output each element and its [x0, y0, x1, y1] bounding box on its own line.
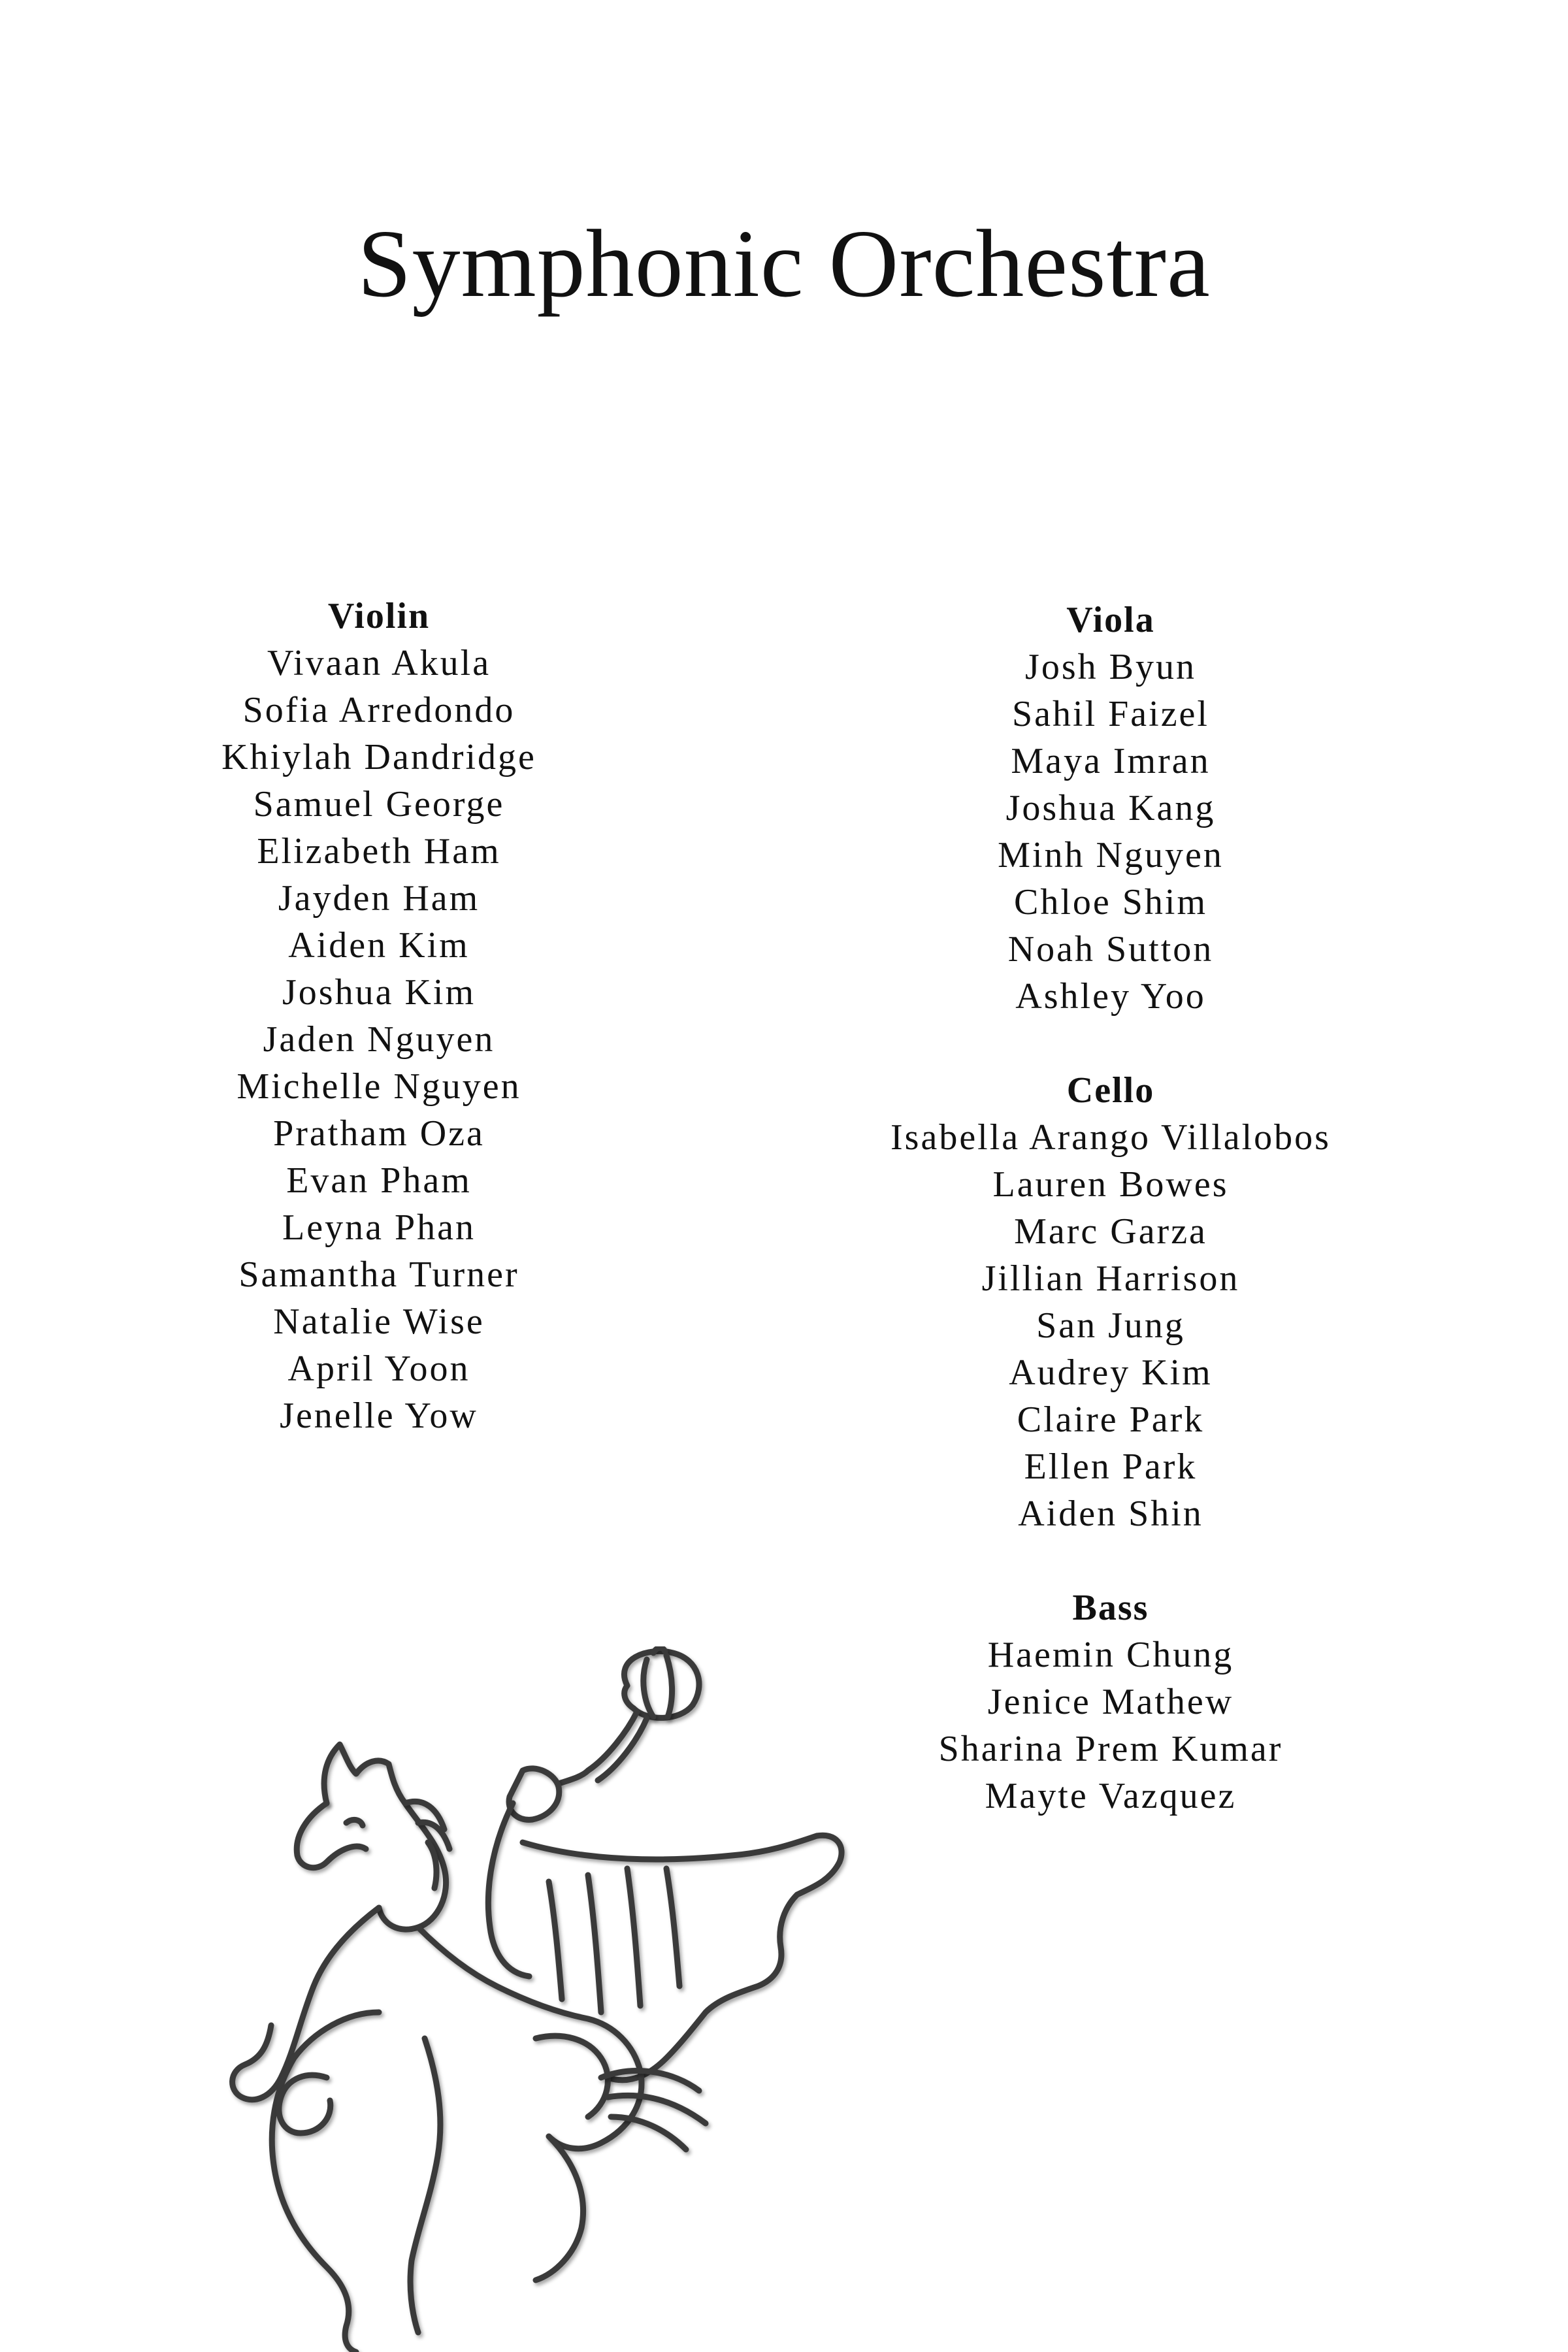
member-name: Marc Garza — [1014, 1211, 1207, 1252]
member-name: Sofia Arredondo — [242, 690, 515, 730]
cello-section — [817, 1067, 1405, 1537]
member-name: Elizabeth Ham — [257, 831, 501, 872]
section-heading: Viola — [1066, 600, 1155, 640]
member-name: Pratham Oza — [273, 1113, 485, 1154]
violin-section — [150, 593, 608, 1439]
viola-section — [817, 596, 1405, 1020]
section-heading: Bass — [1072, 1588, 1149, 1628]
member-list — [150, 640, 608, 1439]
headless-horseman-icon — [131, 1646, 980, 2352]
member-name: Ashley Yoo — [1015, 976, 1206, 1017]
member-name: Lauren Bowes — [992, 1164, 1229, 1205]
member-name: Chloe Shim — [1013, 882, 1208, 923]
member-name: Maya Imran — [1011, 741, 1211, 781]
member-name: Joshua Kang — [1005, 788, 1216, 828]
member-name: Isabella Arango Villalobos — [890, 1117, 1331, 1158]
member-name: Samantha Turner — [238, 1254, 519, 1295]
member-name: Natalie Wise — [273, 1301, 485, 1342]
section-heading: Violin — [327, 596, 431, 636]
member-name: Claire Park — [1017, 1399, 1205, 1440]
member-name: Evan Pham — [286, 1160, 472, 1201]
member-name: Aiden Shin — [1018, 1494, 1203, 1534]
member-name: Sharina Prem Kumar — [938, 1729, 1283, 1769]
member-name: Khiylah Dandridge — [221, 737, 536, 777]
section-heading: Cello — [1066, 1070, 1155, 1111]
member-name: Jillian Harrison — [981, 1258, 1240, 1299]
member-name: Samuel George — [253, 784, 505, 825]
member-list — [817, 644, 1405, 1020]
member-name: Jaden Nguyen — [263, 1019, 495, 1060]
member-name: San Jung — [1036, 1305, 1185, 1346]
member-name: Minh Nguyen — [998, 835, 1224, 875]
member-name: Jenelle Yow — [280, 1396, 478, 1436]
member-name: Joshua Kim — [282, 972, 476, 1013]
member-name: Vivaan Akula — [267, 643, 491, 683]
member-list — [817, 1114, 1405, 1537]
member-name: Ellen Park — [1024, 1446, 1198, 1487]
member-name: Aiden Kim — [288, 925, 470, 966]
member-name: Mayte Vazquez — [985, 1776, 1237, 1816]
member-name: Jayden Ham — [278, 878, 480, 919]
member-name: Haemin Chung — [987, 1635, 1234, 1675]
member-name: Audrey Kim — [1009, 1352, 1213, 1393]
member-name: April Yoon — [287, 1348, 470, 1389]
member-name: Leyna Phan — [282, 1207, 476, 1248]
member-name: Noah Sutton — [1007, 929, 1214, 970]
member-name: Josh Byun — [1025, 647, 1196, 687]
page-title: Symphonic Orchestra — [357, 210, 1211, 318]
member-name: Jenice Mathew — [987, 1682, 1234, 1722]
member-name: Sahil Faizel — [1012, 694, 1209, 734]
member-name: Michelle Nguyen — [237, 1066, 521, 1107]
